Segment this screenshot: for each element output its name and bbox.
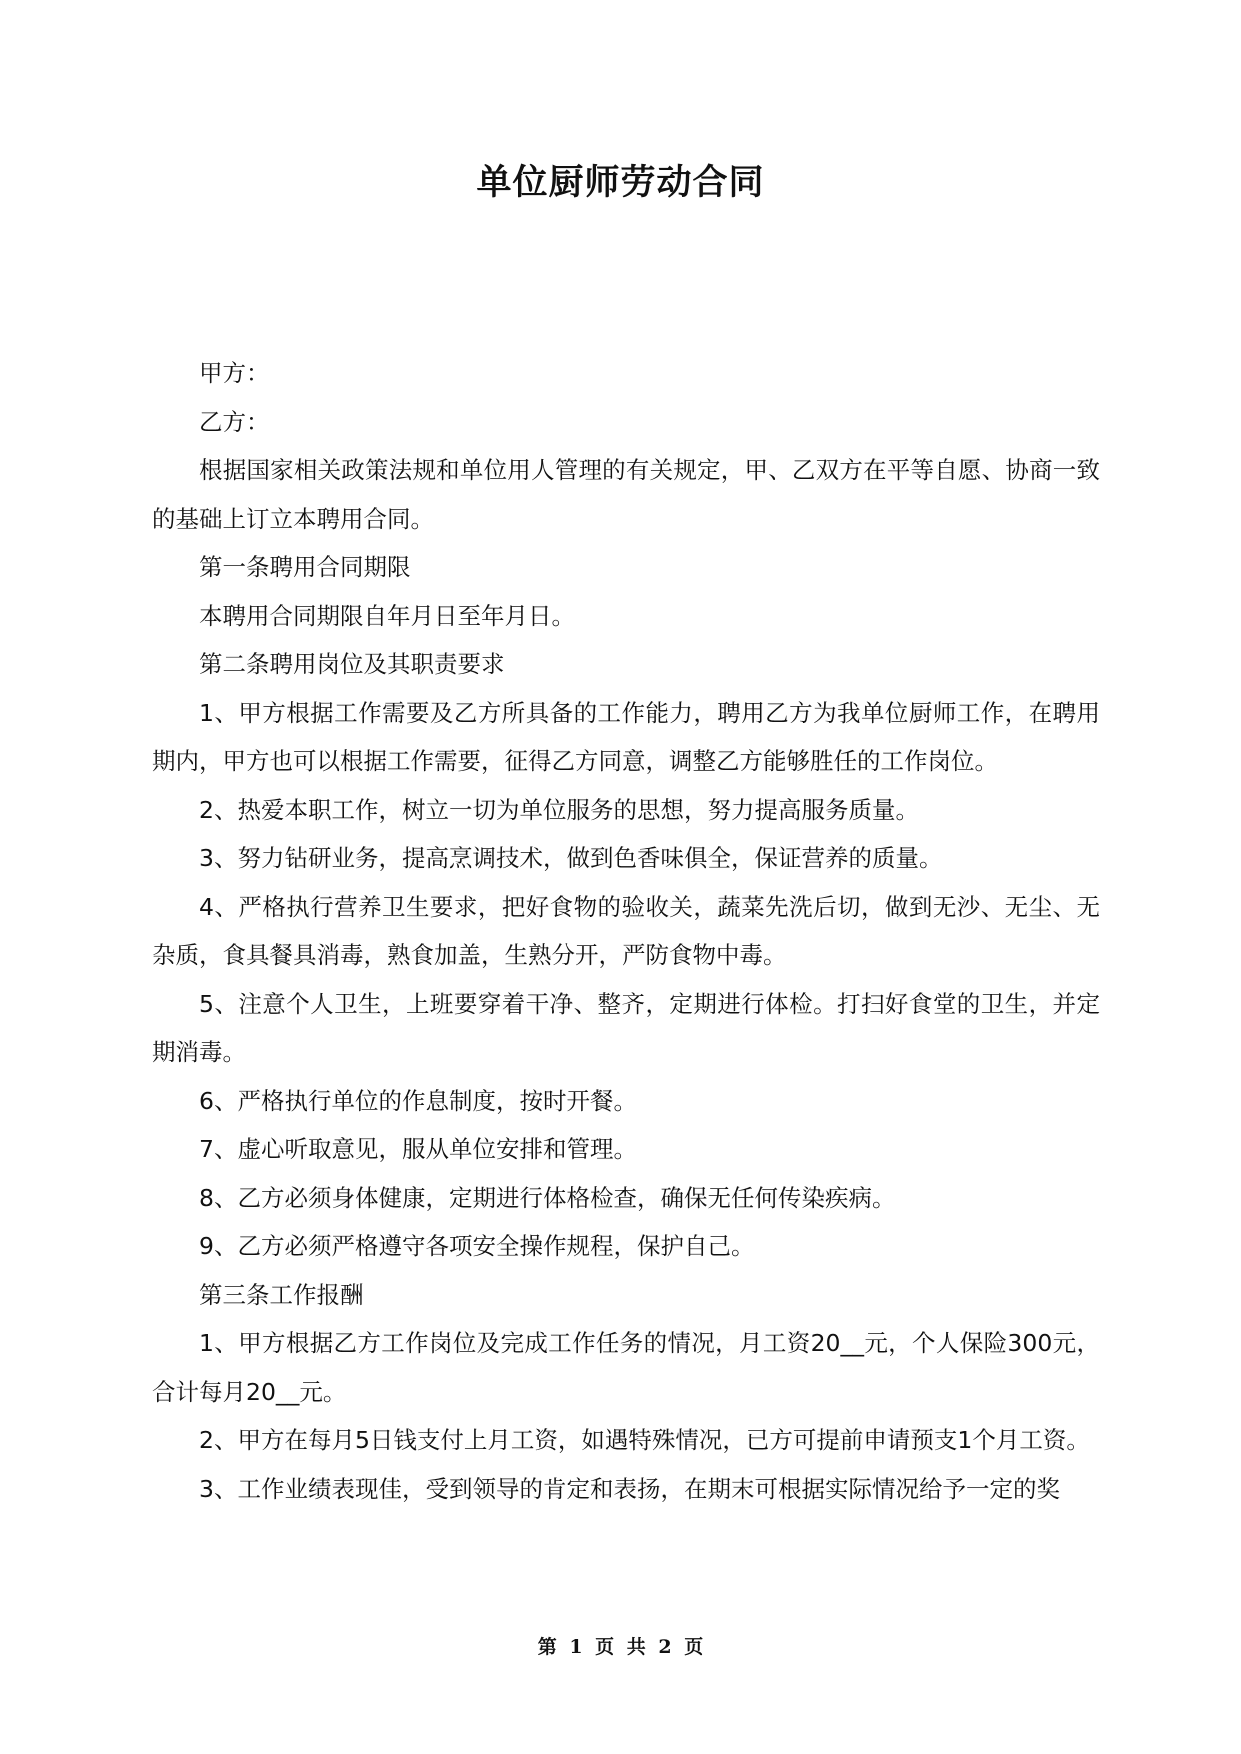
party-b-line: 乙方： <box>199 407 270 436</box>
article-2-item-7: 7、虚心听取意见，服从单位安排和管理。 <box>199 1135 637 1163</box>
article-1-text: 本聘用合同期限自年月日至年月日。 <box>199 601 575 630</box>
article-2-heading: 第二条聘用岗位及其职责要求 <box>199 650 505 678</box>
document-title: 单位厨师劳动合同 <box>476 163 765 203</box>
party-a-line: 甲方： <box>199 359 270 387</box>
article-2-item-5: 5、注意个人卫生，上班要穿着干净、整齐，定期进行体检。打扫好食堂的卫生，并定期消毒。 <box>152 989 1100 1066</box>
article-3-item-1: 1、甲方根据乙方工作岗位及完成工作任务的情况，月工资20__元，个人保险300元，合计每月20__元。 <box>152 1329 1100 1406</box>
article-2-item-1: 1、甲方根据工作需要及乙方所具备的工作能力，聘用乙方为我单位厨师工作，在聘用期内，甲方也可以根据工作需要，征得乙方同意，调整乙方能够胜任的工作岗位。 <box>152 698 1100 775</box>
article-2-item-3: 3、努力钻研业务，提高烹调技术，做到色香味俱全，保证营养的质量。 <box>199 844 943 872</box>
preamble-paragraph: 根据国家相关政策法规和单位用人管理的有关规定，甲、乙双方在平等自愿、协商一致的基础上订立本聘用合同。 <box>152 456 1100 533</box>
article-1-heading: 第一条聘用合同期限 <box>199 553 411 581</box>
article-3-item-3: 3、工作业绩表现佳，受到领导的肯定和表扬，在期末可根据实际情况给予一定的奖 <box>199 1474 1060 1503</box>
article-3-item-2: 2、甲方在每月5日钱支付上月工资，如遇特殊情况，已方可提前申请预支1个月工资。 <box>199 1426 1090 1454</box>
document-body <box>152 349 1100 1513</box>
article-2-item-2: 2、热爱本职工作，树立一切为单位服务的思想，努力提高服务质量。 <box>199 795 919 824</box>
article-2-item-8: 8、乙方必须身体健康，定期进行体格检查，确保无任何传染疾病。 <box>199 1183 896 1212</box>
article-2-item-6: 6、严格执行单位的作息制度，按时开餐。 <box>199 1086 637 1115</box>
page-number-footer: 第 1 页 共 2 页 <box>537 1636 704 1658</box>
article-2-item-4: 4、严格执行营养卫生要求，把好食物的验收关，蔬菜先洗后切，做到无沙、无尘、无杂质，食具餐具消毒，熟食加盖，生熟分开，严防食物中毒。 <box>152 892 1100 969</box>
article-2-item-9: 9、乙方必须严格遵守各项安全操作规程，保护自己。 <box>199 1232 755 1260</box>
article-3-heading: 第三条工作报酬 <box>199 1280 364 1309</box>
